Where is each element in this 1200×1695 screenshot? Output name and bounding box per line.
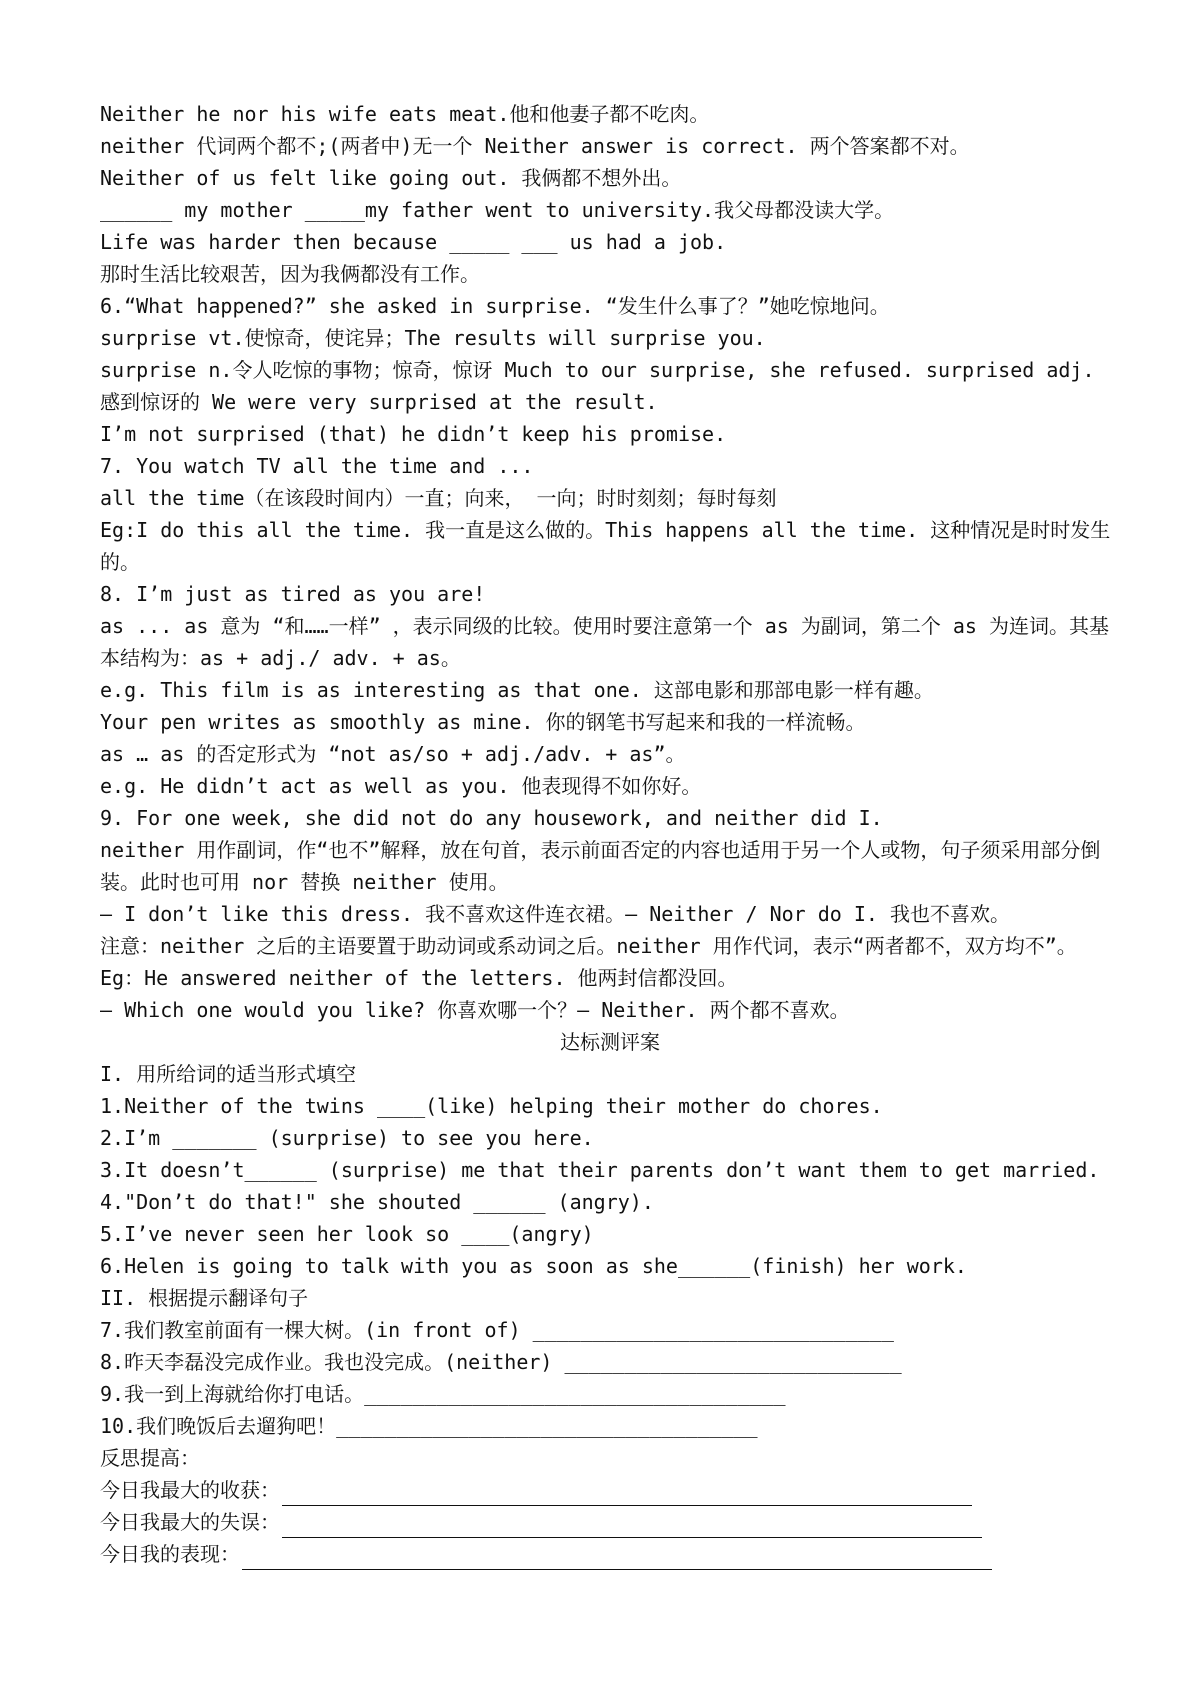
text-line: 9. For one week, she did not do any housework, and neither did I. [100, 806, 883, 830]
translation-item: 9.我一到上海就给你打电话。___________________________________ [100, 1382, 786, 1406]
text-line: 6.“What happened?” she asked in surprise. “发生什么事了？”她吃惊地问。 [100, 294, 890, 318]
reflection-gain [100, 1474, 1120, 1506]
text-line: I’m not surprised (that) he didn’t keep his promise. [100, 422, 727, 446]
reflection-mistake-blank[interactable] [282, 1513, 982, 1538]
text-line: e.g. This film is as interesting as that one. 这部电影和那部电影一样有趣。 [100, 678, 934, 702]
exercise-heading: I. 用所给词的适当形式填空 [100, 1062, 357, 1086]
exercise-section [100, 1058, 1120, 1474]
text-line: neither 代词两个都不;(两者中)无一个 Neither answer is correct. 两个答案都不对。 [100, 134, 970, 158]
exercise-heading: II. 根据提示翻译句子 [100, 1286, 309, 1310]
text-line: as … as 的否定形式为 “not as/so + adj./adv. + as”。 [100, 742, 686, 766]
text-line: 那时生活比较艰苦，因为我俩都没有工作。 [100, 262, 480, 286]
reflection-mistake [100, 1506, 1120, 1538]
text-line: Your pen writes as smoothly as mine. 你的钢笔书写起来和我的一样流畅。 [100, 710, 866, 734]
text-line: Life was harder then because _____ ___ us had a job. [100, 230, 727, 254]
text-line: e.g. He didn’t act as well as you. 他表现得不如你好。 [100, 774, 702, 798]
reflection-mistake-label: 今日我最大的失误： [100, 1510, 280, 1534]
exercise-item: 4."Don’t do that!" she shouted ______ (angry). [100, 1190, 654, 1214]
exercise-item: 3.It doesn’t______ (surprise) me that their parents don’t want them to get married. [100, 1158, 1100, 1182]
reflection-section [100, 1474, 1120, 1570]
text-line: surprise n.令人吃惊的事物；惊奇，惊讶 Much to our surprise, she refused. surprised adj. 感到惊讶的 We were very surprised at the result. [100, 358, 1107, 414]
notes-section [100, 98, 1120, 1026]
text-line: neither 用作副词，作“也不”解释，放在句首，表示前面否定的内容也适用于另一个人或物，句子须采用部分倒装。此时也可用 nor 替换 neither 使用。 [100, 838, 1101, 894]
translation-item: 7.我们教室前面有一棵大树。(in front of) ______________________________ [100, 1318, 894, 1342]
reflection-gain-label: 今日我最大的收获： [100, 1478, 280, 1502]
exercise-item: 5.I’ve never seen her look so ____(angry) [100, 1222, 594, 1246]
text-line: 8. I’m just as tired as you are! [100, 582, 486, 606]
text-line: 7. You watch TV all the time and ... [100, 454, 534, 478]
translation-item: 10.我们晚饭后去遛狗吧！___________________________________ [100, 1414, 758, 1438]
text-line: 注意：neither 之后的主语要置于助动词或系动词之后。neither 用作代词，表示“两者都不，双方均不”。Eg：He answered neither of the letters. 他两封信都没回。 [100, 934, 1077, 990]
exercise-item: 2.I’m _______ (surprise) to see you here. [100, 1126, 594, 1150]
reflection-performance-blank[interactable] [242, 1545, 992, 1570]
exercise-item: 1.Neither of the twins ____(like) helping their mother do chores. [100, 1094, 883, 1118]
text-line: all the time（在该段时间内）一直；向来， 一向；时时刻刻；每时每刻 [100, 486, 777, 510]
text-line: Neither he nor his wife eats meat.他和他妻子都不吃肉。 [100, 102, 710, 126]
text-line: as ... as 意为 “和……一样” ，表示同级的比较。使用时要注意第一个 as 为副词，第二个 as 为连词。其基本结构为：as + adj./ adv. + as。 [100, 614, 1109, 670]
reflection-performance-label: 今日我的表现： [100, 1542, 240, 1566]
exercise-item: 6.Helen is going to talk with you as soon as she______(finish) her work. [100, 1254, 967, 1278]
text-line: ______ my mother _____my father went to university.我父母都没读大学。 [100, 198, 895, 222]
reflection-heading: 反思提高： [100, 1446, 200, 1470]
text-line: — I don’t like this dress. 我不喜欢这件连衣裙。— Neither / Nor do I. 我也不喜欢。 [100, 902, 1011, 926]
text-line: Neither of us felt like going out. 我俩都不想外出。 [100, 166, 682, 190]
section-title: 达标测评案 [560, 1030, 660, 1054]
text-line: — Which one would you like? 你喜欢哪一个？— Neither. 两个都不喜欢。 [100, 998, 850, 1022]
translation-item: 8.昨天李磊没完成作业。我也没完成。(neither) ____________________________ [100, 1350, 902, 1374]
reflection-gain-blank[interactable] [282, 1481, 972, 1506]
reflection-performance [100, 1538, 1120, 1570]
text-line: surprise vt.使惊奇，使诧异；The results will surprise you. [100, 326, 766, 350]
text-line: Eg:I do this all the time. 我一直是这么做的。This happens all the time. 这种情况是时时发生的。 [100, 518, 1111, 574]
